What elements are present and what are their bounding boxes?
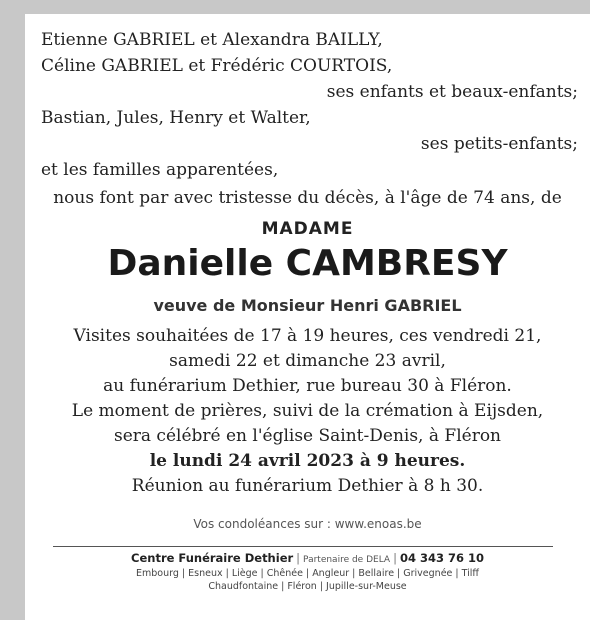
footer-divider: [53, 546, 553, 547]
family-line-6: et les familles apparentées,: [41, 160, 279, 180]
widow-line: veuve de Monsieur Henri GABRIEL: [153, 296, 462, 315]
details-line-3: au funérarium Dethier, rue bureau 30 à Fléron.: [103, 376, 512, 396]
condolences-link[interactable]: Vos condoléances sur : www.enoas.be: [193, 517, 422, 531]
family-line-4: Bastian, Jules, Henry et Walter,: [41, 108, 311, 128]
family-line-1: Etienne GABRIEL et Alexandra BAILLY,: [41, 30, 383, 50]
phone-number: 04 343 76 10: [399, 551, 484, 565]
funeral-home-name: Centre Funéraire Dethier: [131, 551, 294, 565]
family-line-5: ses petits-enfants;: [420, 134, 578, 154]
locations-line-2: Chaudfontaine | Fléron | Jupille-sur-Meuse: [208, 581, 407, 592]
details-line-5: sera célébré en l'église Saint-Denis, à Fléron: [113, 426, 502, 446]
ceremony-date: le lundi 24 avril 2023 à 9 heures.: [149, 451, 466, 471]
details-line-1: Visites souhaitées de 17 à 19 heures, ces vendredi 21,: [73, 326, 542, 346]
details-line-2: samedi 22 et dimanche 23 avril,: [169, 351, 446, 371]
announcement-line: nous font par avec tristesse du décès, à l'âge de 74 ans, de: [53, 188, 562, 208]
details-line-4: Le moment de prières, suivi de la crémation à Eijsden,: [71, 401, 544, 421]
deceased-title: MADAME: [261, 219, 354, 239]
obituary-notice: [25, 14, 590, 620]
family-line-3: ses enfants et beaux-enfants;: [326, 82, 578, 102]
funeral-home-line: Centre Funéraire Dethier | Partenaire de DELA | 04 343 76 10: [131, 551, 484, 565]
details-line-7: Réunion au funérarium Dethier à 8 h 30.: [131, 476, 484, 496]
partner-label: Partenaire de DELA: [303, 555, 391, 565]
locations-line-1: Embourg | Esneux | Liège | Chênée | Angleur | Bellaire | Grivegnée | Tilff: [136, 568, 479, 579]
family-line-2: Céline GABRIEL et Frédéric COURTOIS,: [41, 56, 393, 76]
deceased-name: Danielle CAMBRESY: [107, 243, 508, 284]
